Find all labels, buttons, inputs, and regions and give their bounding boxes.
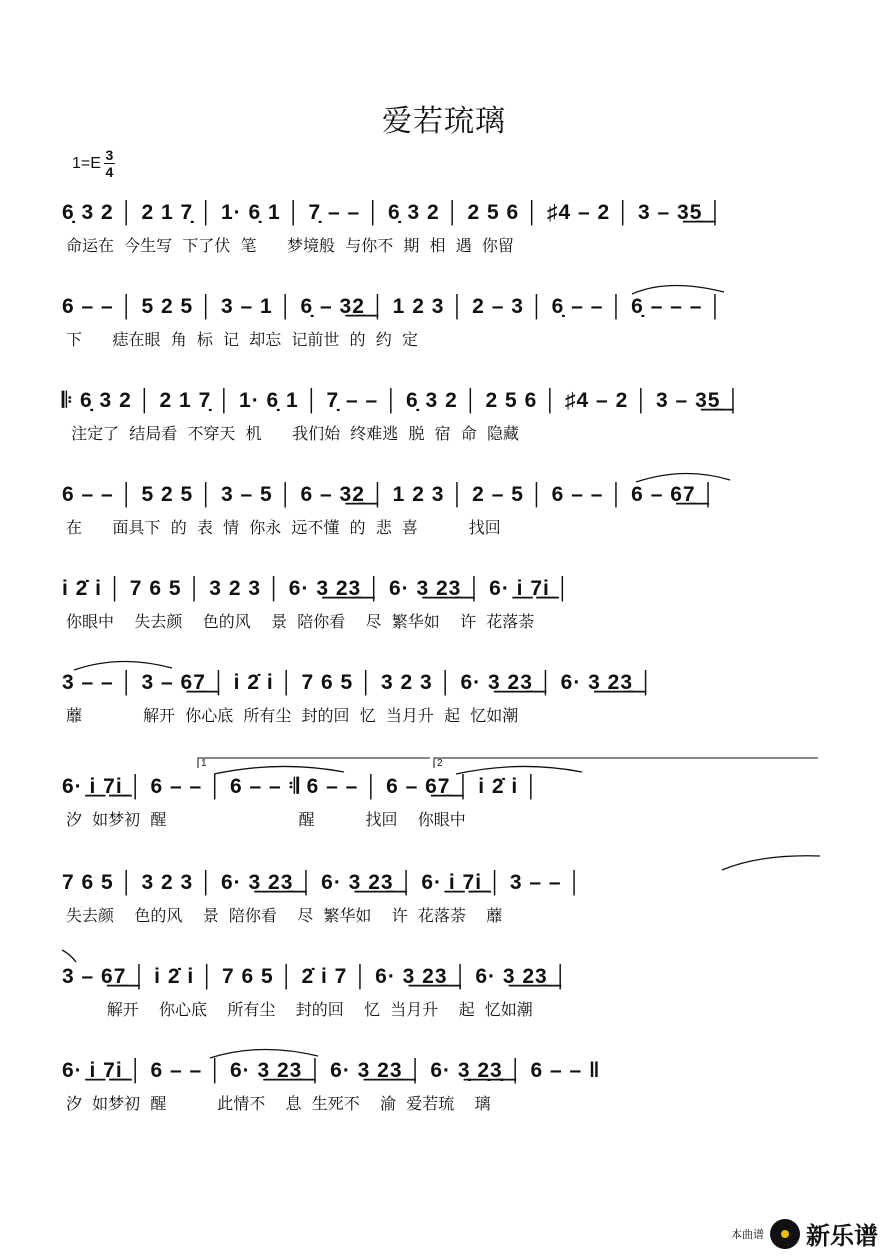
song-title: 爱若琉璃 — [382, 104, 506, 139]
lyric-line: 下 痣在眼 角 标 记 却忘 记前世 的 约 定 — [66, 330, 418, 349]
notation-line: i 2̇ i │ 7 6 5 │ 3 2 3 │ 6· 3͟ 2͟3͟ │ 6· 3͟ 2͟3͟ │ 6· i͟ 7͟i͟ │ — [62, 577, 571, 600]
lyric-line: 蘼 解开 你心底 所有尘 封的回 忆 当月升 起 忆如潮 — [66, 706, 519, 725]
tie-arc — [0, 294, 888, 334]
notation-line: 6· i͟ 7͟i͟ │ 6 – – │ 6 – – 𝄇 6 – – │ 6 – 6͟7͟ │ i 2̇ i │ — [62, 775, 540, 798]
volta-2-label: 2 — [437, 758, 443, 769]
score-row-10 — [0, 1058, 888, 1138]
score-row-3 — [0, 388, 888, 468]
tie-arc — [0, 1058, 888, 1098]
score-row-6 — [0, 670, 888, 750]
key-label: 1=E — [72, 154, 101, 172]
time-numerator: 3 — [105, 147, 114, 163]
lyric-line: 失去颜 色的风 景 陪你看 尽 繁华如 许 花落荼 蘼 — [66, 906, 503, 925]
volta-brackets — [0, 774, 888, 814]
tie-arc — [0, 870, 888, 910]
notation-line: 6 – – │ 5 2 5 │ 3 – 1 │ 6̣ – 3͟2͟ │ 1 2 3 │ 2 – 3 │ 6̣ – – │ 6̣ – – – │ — [62, 295, 724, 318]
lyric-line: 你眼中 失去颜 色的风 景 陪你看 尽 繁华如 许 花落荼 — [66, 612, 535, 631]
time-signature — [104, 148, 115, 179]
score-row-7 — [0, 758, 888, 854]
brand-name: 新乐谱 — [806, 1222, 878, 1250]
lyric-line: 解开 你心底 所有尘 封的回 忆 当月升 起 忆如潮 — [66, 1000, 533, 1019]
score-row-5 — [0, 576, 888, 656]
key-signature — [72, 148, 115, 179]
notation-line: 𝄆 6̣ 3 2 │ 2 1 7̣ │ 1· 6̣ 1 │ 7̣ – – │ 6̣ 3 2 │ 2 5 6 │ ♯4 – 2 │ 3 – 3͟5͟ │ — [62, 389, 742, 412]
notation-line: 7 6 5 │ 3 2 3 │ 6· 3͟ 2͟3͟ │ 6· 3͟ 2͟3͟ │ 6· i͟ 7͟i͟ │ 3 – – │ — [62, 871, 583, 894]
score-row-4 — [0, 482, 888, 562]
notation-line: 6 – – │ 5 2 5 │ 3 – 5 │ 6 – 3͟2͟ │ 1 2 3 │ 2 – 5 │ 6 – – │ 6 – 6͟7͟ │ — [62, 483, 717, 506]
lyric-line: 命运在 今生写 下了伏 笔 梦境般 与你不 期 相 遇 你留 — [66, 236, 514, 255]
footer-brand — [731, 1216, 878, 1251]
tie-arc — [0, 482, 888, 522]
footer-label: 本曲谱 — [731, 1227, 764, 1241]
notation-line: 3 – 6͟7͟ │ i 2̇ i │ 7 6 5 │ 2̇ i 7 │ 6· 3͟ 2͟3͟ │ 6· 3͟ 2͟3͟ │ — [62, 965, 569, 988]
score-row-8 — [0, 870, 888, 950]
lyric-line: 汐 如梦初 醒 醒 找回 你眼中 — [66, 810, 466, 829]
tie-arc — [0, 964, 888, 1004]
vinyl-record-icon — [770, 1219, 800, 1249]
notation-line: 6̣ 3 2 │ 2 1 7̣ │ 1· 6̣ 1 │ 7̣ – – │ 6̣ 3 2 │ 2 5 6 │ ♯4 – 2 │ 3 – 3͟5͟ │ — [62, 201, 724, 224]
lyric-line: 注定了 结局看 不穿天 机 我们始 终难逃 脱 宿 命 隐藏 — [66, 424, 519, 443]
lyric-line: 汐 如梦初 醒 此情不 息 生死不 渝 爱若琉 璃 — [66, 1094, 491, 1113]
score-row-1 — [0, 200, 888, 280]
score-row-9 — [0, 964, 888, 1044]
time-denominator: 4 — [105, 164, 114, 180]
score-row-2 — [0, 294, 888, 374]
notation-line: 3 – – │ 3 – 6͟7͟ │ i 2̇ i │ 7 6 5 │ 3 2 3 │ 6· 3͟ 2͟3͟ │ 6· 3͟ 2͟3͟ │ — [62, 671, 655, 694]
volta-1-label: 1 — [201, 758, 207, 769]
notation-line: 6· i͟ 7͟i͟ │ 6 – – │ 6· 3͟ 2͟3͟ │ 6· 3͟ 2͟3͟ │ 6· 3̣͟ 2̣͟3̣͟ │ 6 – – ‖ — [62, 1059, 601, 1082]
tie-arc — [0, 670, 888, 710]
lyric-line: 在 面具下 的 表 情 你永 远不懂 的 悲 喜 找回 — [66, 518, 501, 537]
